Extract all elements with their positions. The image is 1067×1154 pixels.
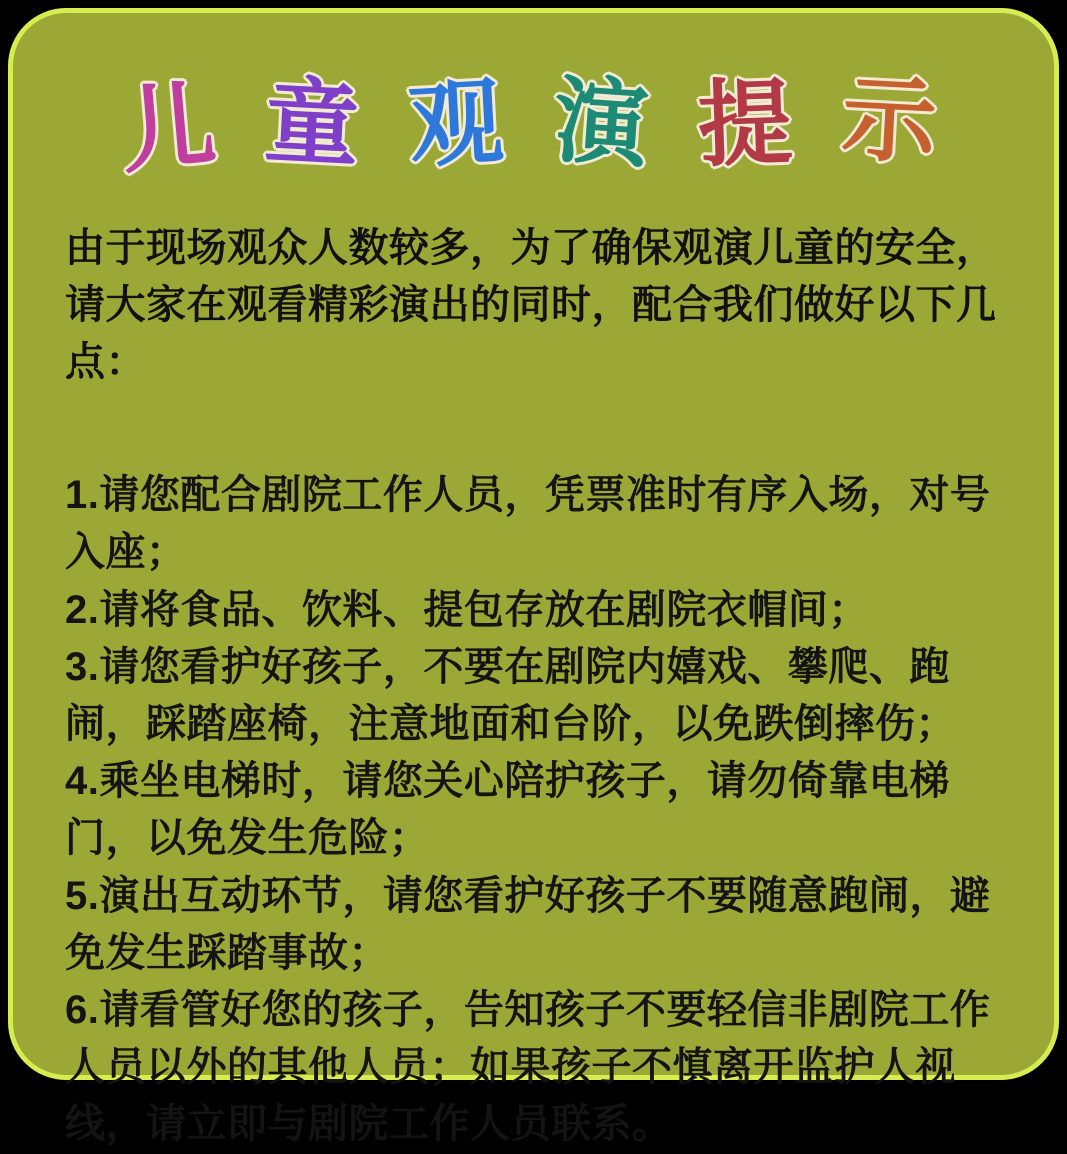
tip-item-1: 1.请您配合剧院工作人员，凭票准时有序入场，对号入座； bbox=[65, 467, 1004, 581]
tip-item-2: 2.请将食品、饮料、提包存放在剧院衣帽间； bbox=[65, 582, 1004, 639]
poster-card bbox=[8, 8, 1059, 1080]
title-char: 观 bbox=[407, 72, 518, 176]
title-char: 提 bbox=[696, 73, 805, 175]
tip-item-3: 3.请您看护好孩子，不要在剧院内嬉戏、攀爬、跑闹，踩踏座椅，注意地面和台阶，以免跌倒摔伤； bbox=[65, 639, 1004, 753]
title-char: 儿 bbox=[117, 75, 231, 183]
tip-item-6: 6.请看管好您的孩子，告知孩子不要轻信非剧院工作人员以外的其他人员；如果孩子不慎离开监护人视线，请立即与剧院工作人员联系。 bbox=[65, 982, 1004, 1154]
tips-list bbox=[65, 467, 1004, 1153]
intro-paragraph: 由于现场观众人数较多，为了确保观演儿童的安全，请大家在观看精彩演出的同时，配合我们做好以下几点： bbox=[65, 220, 1004, 392]
title-char: 童 bbox=[263, 72, 374, 176]
title-char: 演 bbox=[550, 71, 663, 177]
tip-item-5: 5.演出互动环节，请您看护好孩子不要随意跑闹，避免发生踩踏事故； bbox=[65, 868, 1004, 982]
poster-title bbox=[65, 75, 1004, 174]
title-char: 示 bbox=[839, 69, 950, 173]
tip-item-4: 4.乘坐电梯时，请您关心陪护孩子，请勿倚靠电梯门，以免发生危险； bbox=[65, 753, 1004, 867]
